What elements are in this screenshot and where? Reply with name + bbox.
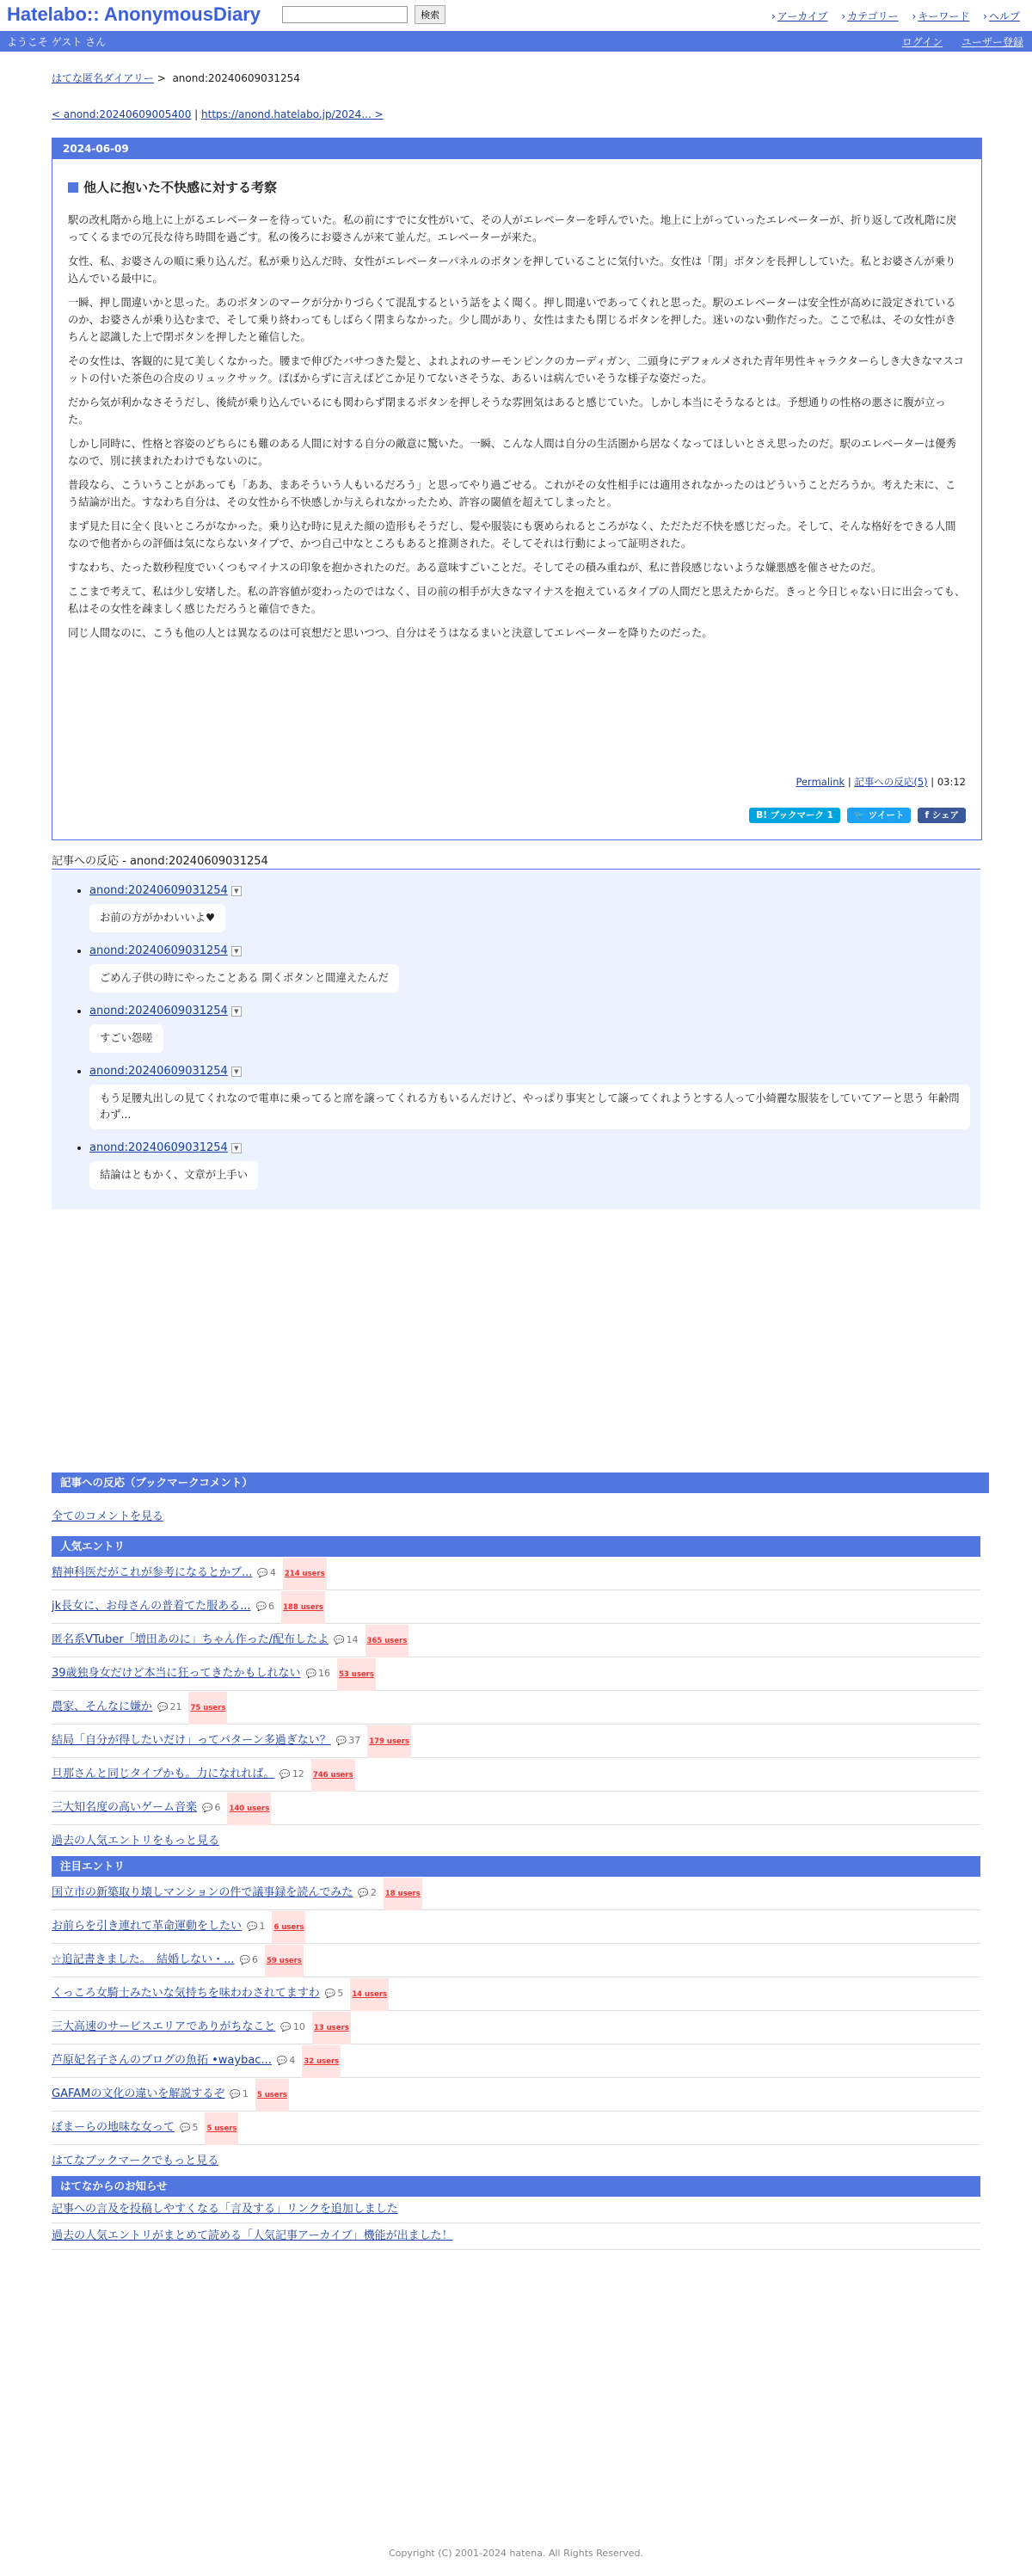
hot-entry-row bbox=[52, 1944, 980, 1977]
search-form bbox=[282, 5, 445, 24]
search-input[interactable] bbox=[282, 6, 408, 23]
news-list bbox=[52, 2197, 980, 2250]
users-badge[interactable]: 365 users bbox=[366, 1625, 409, 1657]
users-badge[interactable]: 53 users bbox=[337, 1658, 376, 1691]
user-bar bbox=[0, 31, 1032, 52]
popular-list bbox=[52, 1557, 980, 1825]
entry-link[interactable]: 芦原妃名子さんのブログの魚拓 •waybac... bbox=[52, 2054, 272, 2067]
popular-entry-row bbox=[52, 1691, 980, 1725]
entry-paragraph: 同じ人間なのに、こうも他の人とは異なるのは可哀想だと思いつつ、自分はそうはなるまいと決意してエレベーターを降りたのだった。 bbox=[68, 627, 713, 639]
nav-keyword[interactable]: › キーワード bbox=[912, 10, 970, 22]
nav-archive[interactable]: › アーカイブ bbox=[771, 10, 828, 22]
hot-heading: 注目エントリ bbox=[52, 1856, 980, 1877]
title-square-icon bbox=[68, 182, 78, 193]
reaction-link[interactable]: anond:20240609031254 bbox=[89, 1065, 228, 1078]
dropdown-icon[interactable]: ▼ bbox=[231, 1067, 242, 1077]
users-badge[interactable]: 14 users bbox=[350, 1978, 389, 2011]
entry-paragraph: 一瞬、押し間違いかと思った。あのボタンのマークが分かりづらくて混乱するという話をよく聞く。押し間違いであってくれと思った。駅のエレベーターは安全性が高めに設定されているのか、お婆さんが乗り込むまで、そして乗り終わってもしばらく閉まらなかった。少し間があり、女性はまたも閉じるボタンを押した。迷いのない動作だった。ここで私は、その女性がきちんと認識した上で閉ボタンを押したと確信した。 bbox=[68, 297, 956, 343]
reaction-text: 結論はともかく、文章が上手い bbox=[89, 1161, 258, 1190]
dropdown-icon[interactable]: ▼ bbox=[231, 886, 242, 896]
popular-entry-row bbox=[52, 1557, 980, 1590]
top-header bbox=[0, 0, 1032, 29]
news-section bbox=[52, 2176, 980, 2250]
comment-count[interactable]: 💬 21 bbox=[157, 1691, 181, 1725]
reactions-list bbox=[52, 870, 980, 1209]
comment-count[interactable]: 💬 6 bbox=[202, 1792, 220, 1825]
reaction-text: ごめん子供の時にやったことある 開くボタンと間違えたんだ bbox=[89, 964, 399, 993]
users-badge[interactable]: 18 users bbox=[384, 1878, 422, 1910]
reactions-heading: 記事への反応 - anond:20240609031254 bbox=[52, 851, 980, 870]
news-heading: はてなからのお知らせ bbox=[52, 2176, 980, 2197]
users-badge[interactable]: 746 users bbox=[311, 1759, 355, 1792]
entry-box bbox=[52, 138, 982, 840]
entry-link[interactable]: 国立市の新築取り壊しマンションの件で議事録を読んでみた bbox=[52, 1886, 353, 1899]
permalink[interactable]: Permalink bbox=[796, 776, 845, 788]
entry-paragraph: ここまで考えて、私は少し安堵した。私の許容値が変わったのではなく、目の前の相手が大きなマイナスを抱えているタイプの人間だと思えたからだ。きっと今日じゃない日に出会っても、私はその女性を疎ましく感じただろうと確信できた。 bbox=[68, 586, 966, 615]
reaction-link[interactable]: anond:20240609031254 bbox=[89, 884, 228, 897]
comment-count[interactable]: 💬 16 bbox=[306, 1657, 330, 1691]
popular-heading: 人気エントリ bbox=[52, 1536, 980, 1557]
breadcrumb: はてな匿名ダイアリー > anond:20240609031254 bbox=[52, 72, 300, 84]
entry-title: 他人に抱いた不快感に対する考察 bbox=[68, 178, 981, 196]
nav-help[interactable]: › ヘルプ bbox=[983, 10, 1020, 22]
comment-count[interactable]: 💬 5 bbox=[180, 2112, 198, 2145]
reaction-text: すごい怨嗟 bbox=[89, 1024, 163, 1053]
comment-count[interactable]: 💬 5 bbox=[325, 1977, 343, 2011]
comment-count[interactable]: 💬 1 bbox=[230, 2078, 248, 2112]
popular-more bbox=[52, 1825, 980, 1858]
reaction-item bbox=[89, 1141, 980, 1190]
popular-entry-row bbox=[52, 1657, 980, 1691]
copyright: Copyright (C) 2001-2024 hatena. All Rights Reserved. bbox=[389, 2548, 643, 2559]
users-badge[interactable]: 59 users bbox=[265, 1945, 304, 1977]
entry-link[interactable]: 精神科医だがこれが参考になるとかブ... bbox=[52, 1566, 253, 1579]
entry-link[interactable]: GAFAMの文化の違いを解説するぞ bbox=[52, 2087, 225, 2100]
popular-entries bbox=[52, 1536, 980, 1858]
hot-more-link[interactable]: はてなブックマークでもっと見る bbox=[52, 2155, 219, 2167]
comment-count[interactable]: 💬 6 bbox=[240, 1944, 258, 1977]
entry-paragraph: だから気が利かなさそうだし、後続が乗り込んでいるにも関わらず閉まるボタンを押しそうな雰囲気はあると感じていた。しかし本当にそうなるとは。予想通りの性格の悪さに腹が立った。 bbox=[68, 397, 946, 426]
users-badge[interactable]: 140 users bbox=[227, 1792, 271, 1825]
breadcrumb-root[interactable]: はてな匿名ダイアリー bbox=[52, 72, 154, 84]
reaction-link[interactable]: anond:20240609031254 bbox=[89, 1141, 228, 1154]
users-badge[interactable]: 179 users bbox=[367, 1725, 411, 1758]
entry-paragraph: しかし同時に、性格と容姿のどちらにも難のある人間に対する自分の敵意に驚いた。一瞬、こんな人間は自分の生活圏から居なくなってほしいとさえ思ったのだ。駅のエレベーターは優秀なので、別に挟まれたわけでもないのに。 bbox=[68, 438, 956, 467]
reaction-link[interactable]: anond:20240609031254 bbox=[89, 1005, 228, 1017]
hot-more bbox=[52, 2145, 980, 2178]
entry-link[interactable]: 39歳独身女だけど本当に狂ってきたかもしれない bbox=[52, 1667, 301, 1680]
entry-link[interactable]: ☆追記書きました。 結婚しない・... bbox=[52, 1953, 235, 1966]
entry-time: 03:12 bbox=[937, 776, 966, 788]
twitter-icon: 🐦 bbox=[854, 810, 866, 821]
facebook-share-button[interactable]: f シェア bbox=[918, 808, 966, 823]
reaction-item bbox=[89, 884, 980, 932]
news-link[interactable]: 記事への言及を投稿しやすくなる「言及する」リンクを追加しました bbox=[52, 2203, 398, 2216]
news-item bbox=[52, 2197, 980, 2223]
users-badge[interactable]: 5 users bbox=[205, 2112, 238, 2145]
entry-body bbox=[52, 212, 981, 642]
entry-date: 2024-06-09 bbox=[52, 138, 981, 159]
nav-category[interactable]: › カテゴリー bbox=[841, 10, 898, 22]
users-badge[interactable]: 188 users bbox=[281, 1591, 325, 1624]
news-link[interactable]: 過去の人気エントリがまとめて読める「人気記事アーカイブ」機能が出ました！ bbox=[52, 2229, 453, 2242]
dropdown-icon[interactable]: ▼ bbox=[231, 1006, 242, 1017]
bookmark-count: 1 bbox=[826, 810, 833, 821]
hot-list bbox=[52, 1877, 980, 2145]
hot-entry-row bbox=[52, 2078, 980, 2112]
comment-count[interactable]: 💬 4 bbox=[257, 1557, 275, 1590]
all-comments-link[interactable]: 全てのコメントを見る bbox=[52, 1510, 164, 1523]
hatena-bookmark-button[interactable]: B! ブックマーク 1 bbox=[749, 808, 840, 823]
all-comments bbox=[52, 1507, 980, 1523]
next-entry-link[interactable]: https://anond.hatelabo.jp/2024... > bbox=[201, 108, 384, 120]
entry-paragraph: すなわち、たった数秒程度でいくつもマイナスの印象を抱かされたのだ。ある意味すごいことだ。そしてその積み重ねが、私に普段感じないような嫌悪感を催させたのだ。 bbox=[68, 562, 882, 574]
login-link[interactable]: ログイン bbox=[901, 36, 943, 48]
top-nav bbox=[761, 9, 1020, 23]
prev-next-nav: < anond:20240609005400 | https://anond.hatelabo.jp/2024... > bbox=[52, 108, 384, 120]
comment-count[interactable]: 💬 12 bbox=[280, 1758, 304, 1792]
popular-more-link[interactable]: 過去の人気エントリをもっと見る bbox=[52, 1835, 220, 1847]
reaction-text: お前の方がかわいいよ♥ bbox=[89, 904, 225, 932]
hot-entry-row bbox=[52, 2044, 980, 2078]
users-badge[interactable]: 214 users bbox=[283, 1558, 327, 1590]
hot-entry-row bbox=[52, 1877, 980, 1910]
reaction-item bbox=[89, 1005, 980, 1053]
comment-count[interactable]: 💬 1 bbox=[247, 1910, 265, 1944]
users-badge[interactable]: 32 users bbox=[302, 2045, 341, 2078]
comment-count[interactable]: 💬 37 bbox=[336, 1725, 360, 1758]
site-logo[interactable]: Hatelabo:: AnonymousDiary bbox=[7, 3, 261, 25]
reaction-link[interactable]: anond:20240609031254 bbox=[89, 944, 228, 957]
entry-footer: Permalink | 記事への反応(5) | 03:12 bbox=[796, 776, 966, 788]
comment-count[interactable]: 💬 10 bbox=[280, 2011, 304, 2044]
popular-entry-row bbox=[52, 1758, 980, 1792]
tweet-button[interactable]: 🐦 ツイート bbox=[847, 808, 911, 823]
entry-link[interactable]: jk長女に、お母さんの普着てた服ある... bbox=[52, 1600, 251, 1613]
hot-entries bbox=[52, 1856, 980, 2178]
hot-entry-row bbox=[52, 1977, 980, 2011]
entry-link[interactable]: 三大知名度の高いゲーム音楽 bbox=[52, 1801, 198, 1814]
entry-link[interactable]: 匿名系VTuber「増田あのに」ちゃん作った/配布したよ bbox=[52, 1633, 329, 1646]
entry-link[interactable]: 結局「自分が得したいだけ」ってパターン多過ぎない？ bbox=[52, 1734, 331, 1747]
reaction-item bbox=[89, 1065, 980, 1129]
hot-entry-row bbox=[52, 2011, 980, 2044]
facebook-icon: f bbox=[924, 810, 930, 821]
reaction-item bbox=[89, 944, 980, 993]
entry-paragraph: 女性、私、お婆さんの順に乗り込んだ。私が乗り込んだ時、女性がエレベーターパネルのボタンを押していることに気付いた。女性は「閉」ボタンを長押ししていた。私とお婆さんが乗り込んでいる最中に。 bbox=[68, 255, 956, 285]
users-badge[interactable]: 6 users bbox=[272, 1911, 305, 1944]
hot-entry-row bbox=[52, 1910, 980, 1944]
popular-entry-row bbox=[52, 1725, 980, 1758]
users-badge[interactable]: 13 users bbox=[312, 2012, 351, 2044]
entry-paragraph: まず見た目に全く良いところがなかった。乗り込む時に見えた顔の造形もそうだし、髪や服装にも褒められるところがなく、ただただ不快を感じだった。そして、そんな格好をできる人間なので他者からの評価は気にならないタイプで、かつ自己中なところもあると推測された。そしてそれは行動によって証明された。 bbox=[68, 520, 956, 550]
prev-entry-link[interactable]: < anond:20240609005400 bbox=[52, 108, 192, 120]
dropdown-icon[interactable]: ▼ bbox=[231, 946, 242, 956]
entry-paragraph: 普段なら、こういうことがあっても「ああ、まあそういう人もいるだろう」と思ってやり過ごせる。これがその女性相手には適用されなかったのはどういうことだろうか。考えた末に、こう結論が出た。すなわち自分は、その女性から不快感しか与えられなかったため、許容の閾値を超えてしまったと。 bbox=[68, 479, 956, 508]
entry-link[interactable]: 旦那さんと同じタイプかも。力になれれば。 bbox=[52, 1768, 275, 1780]
comment-count[interactable]: 💬 4 bbox=[277, 2044, 295, 2078]
reactions-link[interactable]: 記事への反応(5) bbox=[854, 776, 928, 788]
news-item bbox=[52, 2223, 980, 2250]
reaction-text: もう足腰丸出しの見てくれなので電車に乗ってると席を譲ってくれる方もいるんだけど、やっぱり事実として譲ってくれようとする人って小綺麗な服装をしていてアーと思う 年齢問わず... bbox=[89, 1085, 970, 1129]
register-link[interactable]: ユーザー登録 bbox=[961, 36, 1023, 48]
entry-link[interactable]: お前らを引き連れて革命運動をしたい bbox=[52, 1920, 243, 1933]
popular-entry-row bbox=[52, 1792, 980, 1825]
popular-entry-row bbox=[52, 1624, 980, 1657]
share-buttons bbox=[746, 808, 966, 823]
entry-link[interactable]: くっころ女騎士みたいな気持ちを味わわされてますわ bbox=[52, 1987, 320, 2000]
comment-count[interactable]: 💬 14 bbox=[334, 1624, 358, 1657]
hot-entry-row bbox=[52, 2112, 980, 2145]
entry-link[interactable]: ぼまーらの地味な女って bbox=[52, 2121, 175, 2134]
breadcrumb-current: anond:20240609031254 bbox=[172, 72, 300, 84]
comment-count[interactable]: 💬 6 bbox=[256, 1590, 274, 1624]
entry-paragraph: その女性は、客観的に見て美しくなかった。腰まで伸びたバサつきた髪と、よれよれのサーモンピンクのカーディガン、二頭身にデフォルメされた青年男性キャラクターらしき大きなマスコットの付いた茶色の合皮のリュックサック。ばばからずに言えばどこか足りてないさそうな、あるいは病んでいそうな様子な姿だった。 bbox=[68, 355, 964, 384]
welcome-text: ようこそ ゲスト さん bbox=[7, 36, 107, 48]
bookmark-comments-heading: 記事への反応（ブックマークコメント） bbox=[52, 1472, 989, 1493]
entry-link[interactable]: 農家、そんなに嫌か bbox=[52, 1700, 153, 1713]
popular-entry-row bbox=[52, 1590, 980, 1624]
users-badge[interactable]: 5 users bbox=[255, 2079, 289, 2112]
dropdown-icon[interactable]: ▼ bbox=[231, 1143, 242, 1153]
comment-count[interactable]: 💬 2 bbox=[358, 1877, 376, 1910]
entry-link[interactable]: 三大高速のサービスエリアでありがちなこと bbox=[52, 2020, 276, 2033]
search-button[interactable]: 検索 bbox=[415, 5, 445, 24]
entry-paragraph: 駅の改札階から地上に上がるエレベーターを待っていた。私の前にすでに女性がいて、その人がエレベーターを呼んでいた。地上に上がっていったエレベーターが、折り返して改札階に戻ってくるまでの冗長な待ち時間を過ごす。私の後ろにお婆さんが来て並んだ。エレベーターが来た。 bbox=[68, 214, 957, 243]
users-badge[interactable]: 75 users bbox=[188, 1692, 227, 1725]
